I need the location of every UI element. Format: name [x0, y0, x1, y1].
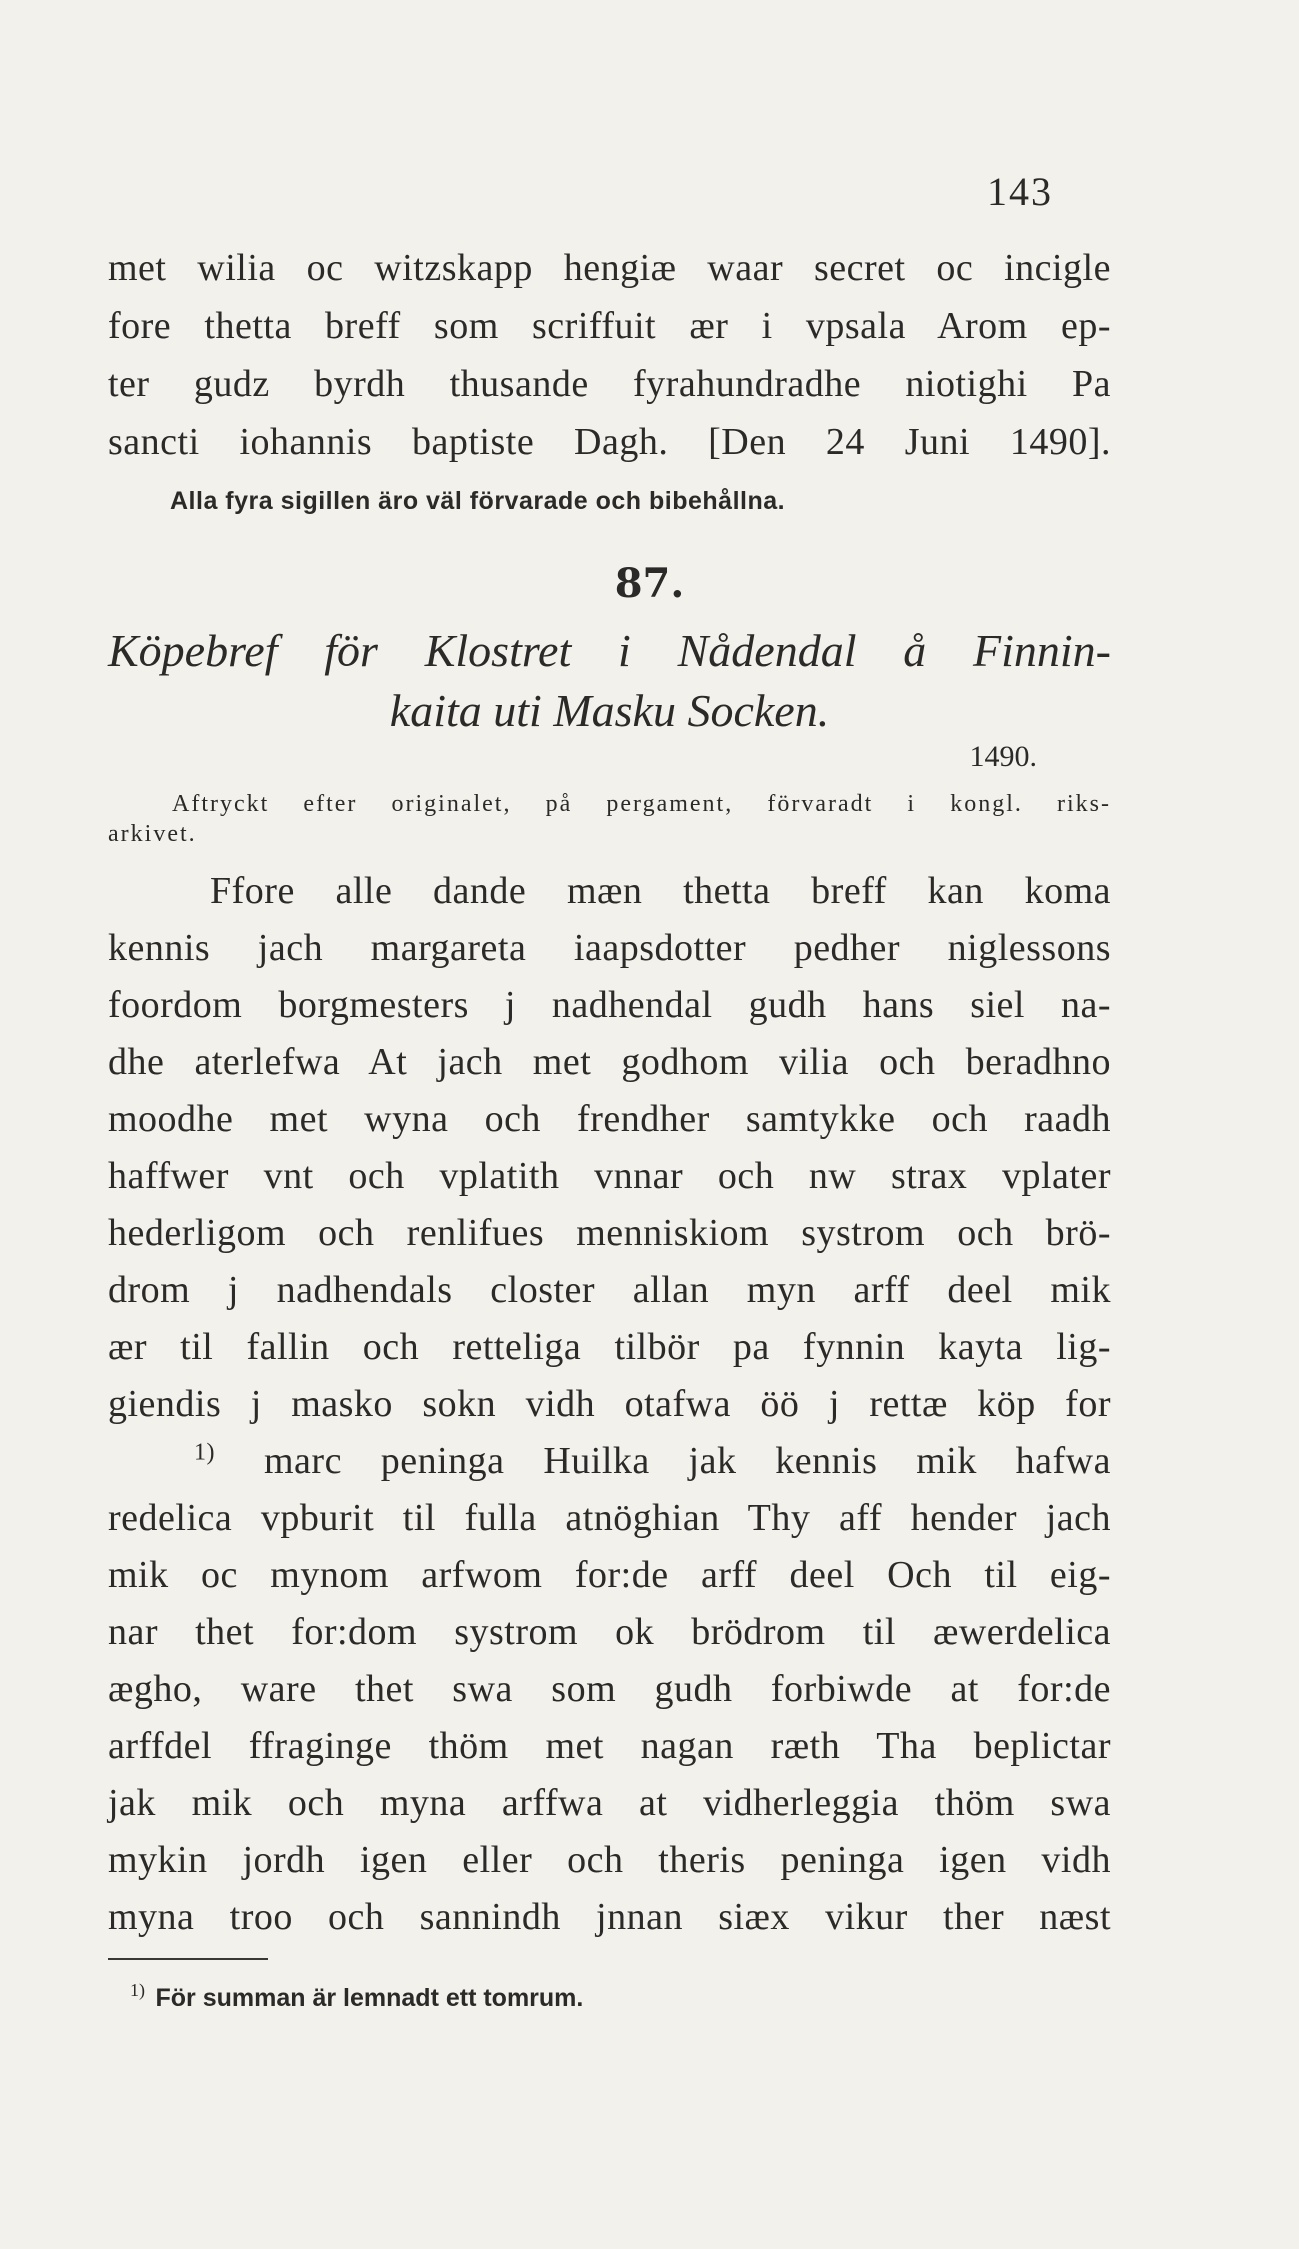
document-title-line-2: kaita uti Masku Socken.: [389, 685, 830, 736]
document-number: 87.: [614, 560, 685, 607]
document-title-line-1: Köpebref för Klostret i Nådendal å Finnin-: [108, 625, 1111, 676]
footnote-reference: [194, 1433, 234, 1489]
text-line: ter gudz byrdh thusande fyrahundradhe niotighi Pa: [108, 363, 1111, 405]
text-line: sancti iohannis baptiste Dagh. [Den 24 Juni 1490].: [108, 421, 1111, 463]
footnote-divider: [108, 1958, 268, 1960]
footnote-text: För summan är lemnadt ett tomrum.: [155, 1983, 584, 2012]
body-line: nar thet for:dom systrom ok brödrom til æwerdelica: [108, 1611, 1111, 1653]
document-year: 1490.: [969, 740, 1037, 773]
body-line: mykin jordh igen eller och theris peninga igen vidh: [108, 1839, 1111, 1881]
body-line: arffdel ffraginge thöm met nagan ræth Tha beplictar: [108, 1725, 1111, 1767]
body-line: ægho, ware thet swa som gudh forbiwde at for:de: [108, 1668, 1111, 1710]
body-line: giendis j masko sokn vidh otafwa öö j rettæ köp for: [108, 1383, 1111, 1425]
source-note-line-1: Aftryckt efter originalet, på pergament, förvaradt i kongl. riks-: [172, 791, 1111, 817]
body-line: ær til fallin och retteliga tilbör pa fynnin kayta lig-: [108, 1326, 1111, 1368]
body-line: redelica vpburit til fulla atnöghian Thy aff hender jach: [108, 1497, 1111, 1539]
body-line: marc peninga Huilka jak kennis mik hafwa: [264, 1440, 1111, 1482]
body-line: foordom borgmesters j nadhendal gudh hans siel na-: [108, 984, 1111, 1026]
body-line: hederligom och renlifues menniskiom systrom och brö-: [108, 1212, 1111, 1254]
body-line: drom j nadhendals closter allan myn arff deel mik: [108, 1269, 1111, 1311]
text-line: fore thetta breff som scriffuit ær i vpsala Arom ep-: [108, 305, 1111, 347]
footnote-ref-marker: 1): [194, 1439, 215, 1466]
body-line: mik oc mynom arfwom for:de arff deel Och til eig-: [108, 1554, 1111, 1596]
source-note-line-2: arkivet.: [108, 821, 197, 847]
text-line: met wilia oc witzskapp hengiæ waar secret oc incigle: [108, 247, 1111, 289]
body-line: jak mik och myna arffwa at vidherleggia thöm swa: [108, 1782, 1111, 1824]
body-line: haffwer vnt och vplatith vnnar och nw strax vplater: [108, 1155, 1111, 1197]
page-number: 143: [987, 169, 1053, 214]
body-line: Ffore alle dande mæn thetta breff kan koma: [210, 870, 1111, 912]
seal-note: Alla fyra sigillen äro väl förvarade och bibehållna.: [170, 487, 786, 515]
body-line: dhe aterlefwa At jach met godhom vilia och beradhno: [108, 1041, 1111, 1083]
body-line: kennis jach margareta iaapsdotter pedher niglessons: [108, 927, 1111, 969]
body-line: moodhe met wyna och frendher samtykke och raadh: [108, 1098, 1111, 1140]
footnote-marker: 1): [130, 1980, 145, 2000]
body-line: myna troo och sannindh jnnan siæx vikur ther næst: [108, 1896, 1111, 1938]
footnote: [130, 1980, 583, 2013]
